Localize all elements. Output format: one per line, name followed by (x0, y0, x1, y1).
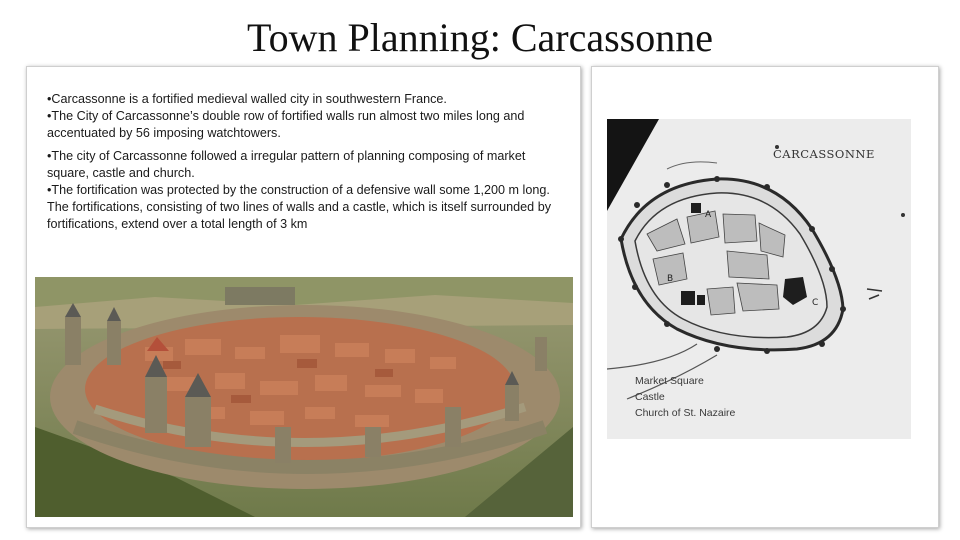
bullet-item: •Carcassonne is a fortified medieval walled city in southwestern France. (47, 92, 447, 106)
map-label-a: A (705, 210, 712, 220)
bullet-item: •The fortification was protected by the construction of a defensive wall some 1,200 m long. The fortifications, consisting of two lines of walls and a castle, which is itself surrounded by fortifications, extend over a total length of 3 km (47, 183, 551, 231)
map-label-c: C (812, 298, 819, 308)
aerial-photo-carcassonne (35, 277, 573, 517)
bullet-item: •The City of Carcassonne’s double row of fortified walls run almost two miles long and accentuated by 56 imposing watchtowers. (47, 109, 525, 140)
bullet-item: •The city of Carcassonne followed a irregular pattern of planning composing of market square, castle and church. (47, 149, 526, 180)
legend-item: Church of St. Nazaire (635, 407, 736, 419)
text-and-photo-panel (26, 66, 581, 528)
map-legend (635, 373, 735, 421)
aerial-photo-illustration (35, 277, 573, 517)
legend-item: Market Square (635, 375, 704, 387)
map-label-b: B (667, 274, 674, 284)
slide-title: Town Planning: Carcassonne (246, 15, 713, 60)
bullet-list (47, 91, 567, 239)
legend-item: Castle (635, 391, 665, 403)
map-panel (591, 66, 939, 528)
map-title: CARCASSONNE (773, 147, 875, 161)
